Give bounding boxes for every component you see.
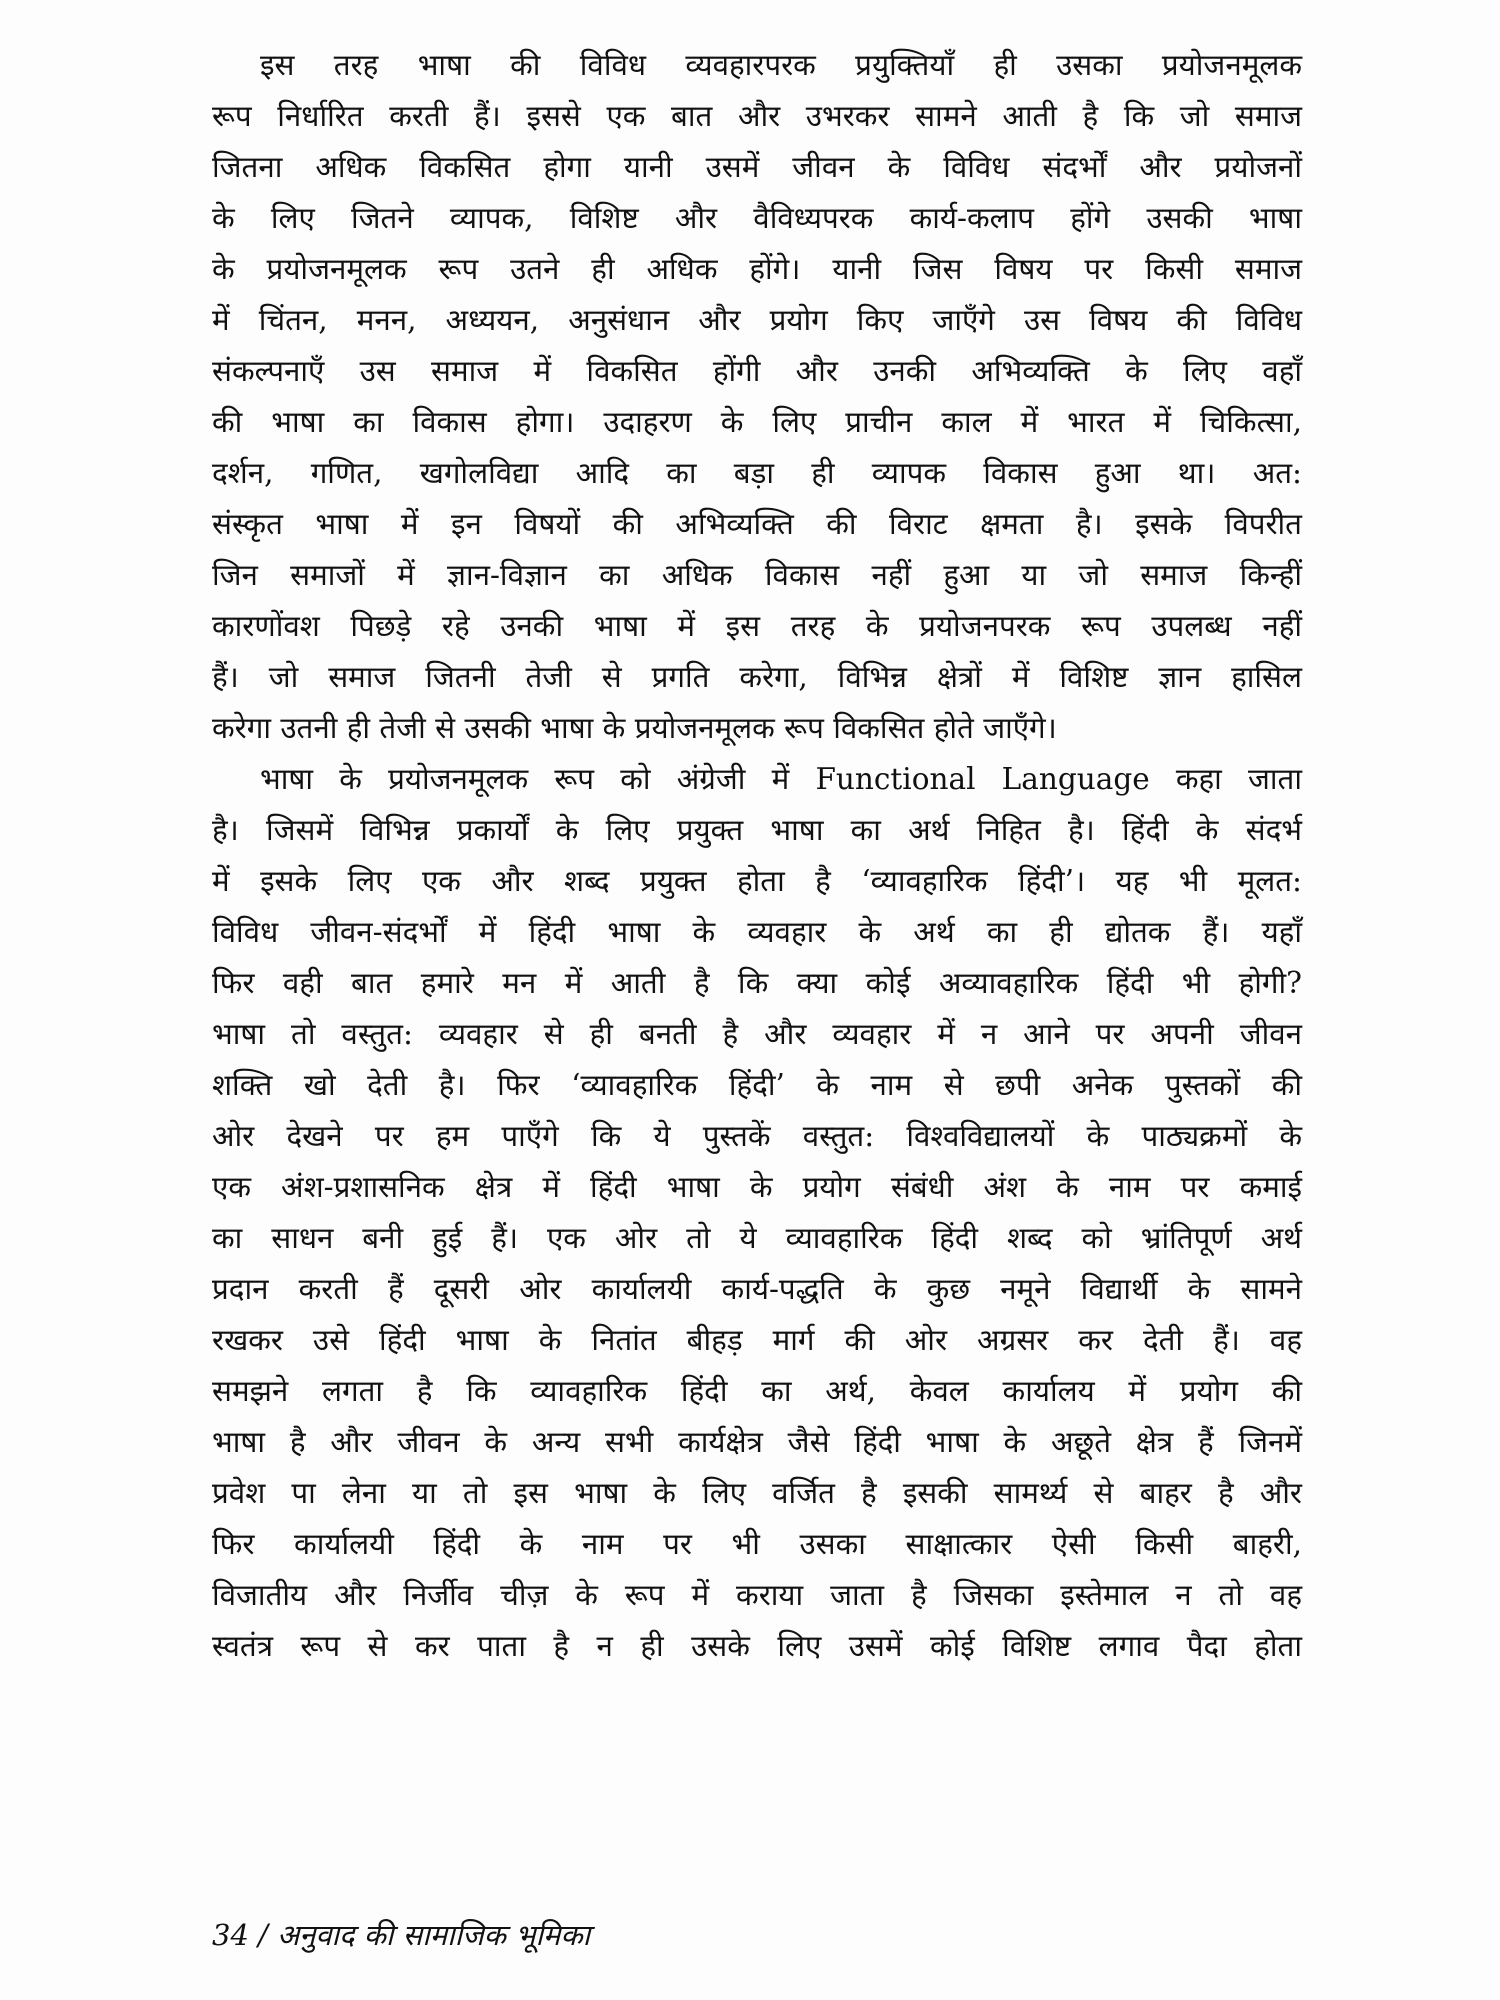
paragraph-1 — [212, 40, 1302, 754]
text-line: हैं। जो समाज जितनी तेजी से प्रगति करेगा, विभिन्न क्षेत्रों में विशिष्ट ज्ञान हासिल — [212, 660, 1302, 694]
body-text — [212, 40, 1302, 1672]
text-line: रखकर उसे हिंदी भाषा के नितांत बीहड़ मार्ग की ओर अग्रसर कर देती हैं। वह — [212, 1323, 1302, 1357]
text-line: भाषा के प्रयोजनमूलक रूप को अंग्रेजी में Functional Language कहा जाता — [260, 762, 1302, 796]
footer-separator: / — [258, 1918, 268, 1952]
text-line: है। जिसमें विभिन्न प्रकार्यों के लिए प्रयुक्त भाषा का अर्थ निहित है। हिंदी के संदर्भ — [212, 813, 1302, 847]
text-line: इस तरह भाषा की विविध व्यवहारपरक प्रयुक्तियाँ ही उसका प्रयोजनमूलक — [260, 48, 1302, 82]
text-line: दर्शन, गणित, खगोलविद्या आदि का बड़ा ही व्यापक विकास हुआ था। अत: — [212, 456, 1302, 490]
text-line: विजातीय और निर्जीव चीज़ के रूप में कराया जाता है जिसका इस्तेमाल न तो वह — [212, 1578, 1302, 1612]
text-line: के प्रयोजनमूलक रूप उतने ही अधिक होंगे। यानी जिस विषय पर किसी समाज — [212, 252, 1302, 286]
paragraph-2 — [212, 754, 1302, 1672]
text-line: समझने लगता है कि व्यावहारिक हिंदी का अर्थ, केवल कार्यालय में प्रयोग की — [212, 1374, 1302, 1408]
text-line: भाषा है और जीवन के अन्य सभी कार्यक्षेत्र जैसे हिंदी भाषा के अछूते क्षेत्र हैं जिनमें — [212, 1425, 1302, 1459]
text-line: फिर कार्यालयी हिंदी के नाम पर भी उसका साक्षात्कार ऐसी किसी बाहरी, — [212, 1527, 1302, 1561]
text-line: संस्कृत भाषा में इन विषयों की अभिव्यक्ति की विराट क्षमता है। इसके विपरीत — [212, 507, 1302, 541]
text-line: का साधन बनी हुई हैं। एक ओर तो ये व्यावहारिक हिंदी शब्द को भ्रांतिपूर्ण अर्थ — [212, 1221, 1302, 1255]
text-line: में इसके लिए एक और शब्द प्रयुक्त होता है ‘व्यावहारिक हिंदी’। यह भी मूलत: — [212, 864, 1302, 898]
text-line: संकल्पनाएँ उस समाज में विकसित होंगी और उनकी अभिव्यक्ति के लिए वहाँ — [212, 354, 1302, 388]
text-line: करेगा उतनी ही तेजी से उसकी भाषा के प्रयोजनमूलक रूप विकसित होते जाएँगे। — [212, 711, 1057, 745]
text-line: फिर वही बात हमारे मन में आती है कि क्या कोई अव्यावहारिक हिंदी भी होगी? — [212, 966, 1302, 1000]
page-number: 34 — [212, 1918, 249, 1952]
text-line: ओर देखने पर हम पाएँगे कि ये पुस्तकें वस्तुत: विश्वविद्यालयों के पाठ्यक्रमों के — [212, 1119, 1302, 1153]
text-line: स्वतंत्र रूप से कर पाता है न ही उसके लिए उसमें कोई विशिष्ट लगाव पैदा होता — [212, 1629, 1302, 1663]
text-line: शक्ति खो देती है। फिर ‘व्यावहारिक हिंदी’ के नाम से छपी अनेक पुस्तकों की — [212, 1068, 1302, 1102]
text-line: जितना अधिक विकसित होगा यानी उसमें जीवन के विविध संदर्भों और प्रयोजनों — [212, 150, 1302, 184]
text-line: एक अंश-प्रशासनिक क्षेत्र में हिंदी भाषा के प्रयोग संबंधी अंश के नाम पर कमाई — [212, 1170, 1302, 1204]
text-line: के लिए जितने व्यापक, विशिष्ट और वैविध्यपरक कार्य-कलाप होंगे उसकी भाषा — [212, 201, 1302, 235]
text-line: जिन समाजों में ज्ञान-विज्ञान का अधिक विकास नहीं हुआ या जो समाज किन्हीं — [212, 558, 1302, 592]
text-line: रूप निर्धारित करती हैं। इससे एक बात और उभरकर सामने आती है कि जो समाज — [212, 99, 1302, 133]
text-line: भाषा तो वस्तुत: व्यवहार से ही बनती है और व्यवहार में न आने पर अपनी जीवन — [212, 1017, 1302, 1051]
book-title: अनुवाद की सामाजिक भूमिका — [277, 1918, 591, 1952]
text-line: प्रदान करती हैं दूसरी ओर कार्यालयी कार्य-पद्धति के कुछ नमूने विद्यार्थी के सामने — [212, 1272, 1302, 1306]
text-line: कारणोंवश पिछड़े रहे उनकी भाषा में इस तरह के प्रयोजनपरक रूप उपलब्ध नहीं — [212, 609, 1302, 643]
text-line: में चिंतन, मनन, अध्ययन, अनुसंधान और प्रयोग किए जाएँगे उस विषय की विविध — [212, 303, 1302, 337]
text-line: की भाषा का विकास होगा। उदाहरण के लिए प्राचीन काल में भारत में चिकित्सा, — [212, 405, 1302, 439]
text-line: विविध जीवन-संदर्भों में हिंदी भाषा के व्यवहार के अर्थ का ही द्योतक हैं। यहाँ — [212, 915, 1302, 949]
text-line: प्रवेश पा लेना या तो इस भाषा के लिए वर्जित है इसकी सामर्थ्य से बाहर है और — [212, 1476, 1302, 1510]
page-footer — [212, 1915, 590, 1954]
